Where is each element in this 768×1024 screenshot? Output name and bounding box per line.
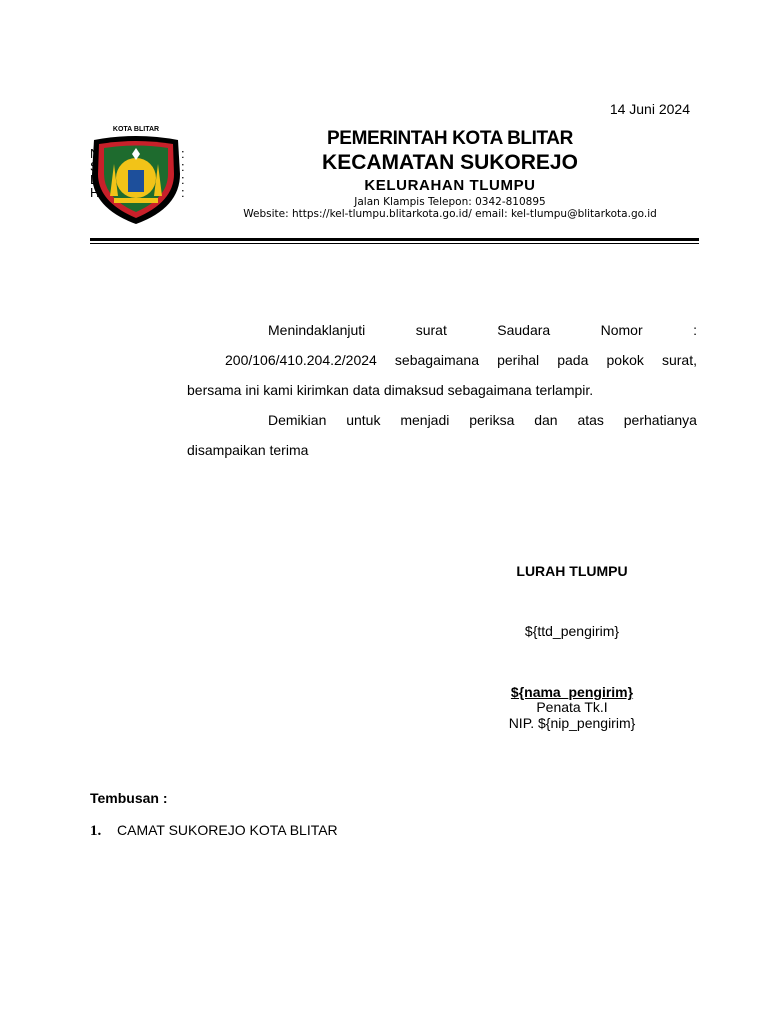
word: dan bbox=[534, 412, 558, 428]
word: perihal bbox=[497, 352, 540, 368]
signature-placeholder: ${ttd_pengirim} bbox=[524, 623, 620, 639]
word: Nomor bbox=[600, 322, 643, 338]
paragraph-1-line-3: bersama ini kami kirimkan data dimaksud sebagaimana terlampir. bbox=[187, 382, 594, 398]
letter-date: 14 Juni 2024 bbox=[609, 101, 690, 117]
word: pada bbox=[557, 352, 589, 368]
letterhead-district: KECAMATAN SUKOREJO bbox=[322, 151, 578, 174]
letterhead-contact: Website: https://kel-tlumpu.blitarkota.go.id/ email: kel-tlumpu@blitarkota.go.id bbox=[243, 208, 657, 220]
header-field-label: N bbox=[90, 146, 100, 161]
header-field-label: L bbox=[90, 172, 98, 187]
word: atas bbox=[577, 412, 604, 428]
signatory-name: ${nama_pengirim} bbox=[510, 684, 634, 700]
paragraph-1-line-2 bbox=[187, 345, 697, 375]
signatory-rank: Penata Tk.I bbox=[536, 699, 608, 715]
header-field-label: H bbox=[90, 185, 100, 200]
word: surat, bbox=[661, 352, 697, 368]
word: surat bbox=[415, 322, 447, 338]
paragraph-2-line-2: disampaikan terima bbox=[187, 442, 309, 458]
letterhead-divider-thin bbox=[90, 243, 699, 244]
logo-title: KOTA BLITAR bbox=[112, 126, 160, 133]
header-field-colons bbox=[181, 147, 185, 199]
word: pokok bbox=[606, 352, 644, 368]
letter-body bbox=[187, 315, 697, 465]
word: perhatianya bbox=[623, 412, 697, 428]
signatory-nip: NIP. ${nip_pengirim} bbox=[508, 715, 636, 731]
header-field-colon: : bbox=[181, 172, 185, 187]
letterhead-address: Jalan Klampis Telepon: 0342-810895 bbox=[354, 196, 546, 208]
letterhead-government: PEMERINTAH KOTA BLITAR bbox=[327, 128, 573, 149]
paragraph-1-line-1 bbox=[187, 315, 697, 345]
tembusan-item-text: CAMAT SUKOREJO KOTA BLITAR bbox=[117, 822, 338, 838]
letterhead-divider-thick bbox=[90, 238, 699, 241]
word: sebagaimana bbox=[394, 352, 479, 368]
coat-of-arms-logo bbox=[88, 126, 184, 226]
word: untuk bbox=[346, 412, 381, 428]
tembusan-label: Tembusan : bbox=[90, 790, 168, 806]
word: Saudara bbox=[497, 322, 551, 338]
tembusan-item bbox=[90, 822, 338, 840]
tembusan-item-number: 1. bbox=[90, 823, 102, 839]
letter-number: 200/106/410.204.2/2024 bbox=[225, 352, 377, 368]
word: : bbox=[693, 322, 697, 338]
word: menjadi bbox=[400, 412, 450, 428]
header-field-colon: : bbox=[181, 146, 185, 161]
letterhead-village: KELURAHAN TLUMPU bbox=[364, 177, 536, 194]
header-field-label: S bbox=[90, 159, 99, 174]
header-field-colon: : bbox=[181, 159, 185, 174]
header-field-labels bbox=[90, 147, 99, 199]
kota-blitar-coat-of-arms-icon bbox=[88, 134, 184, 226]
paragraph-2-line-1 bbox=[187, 405, 697, 435]
header-field-colon: : bbox=[181, 185, 185, 200]
word: Menindaklanjuti bbox=[268, 322, 366, 338]
word: periksa bbox=[469, 412, 515, 428]
signatory-title: LURAH TLUMPU bbox=[516, 563, 628, 579]
word: Demikian bbox=[268, 412, 327, 428]
